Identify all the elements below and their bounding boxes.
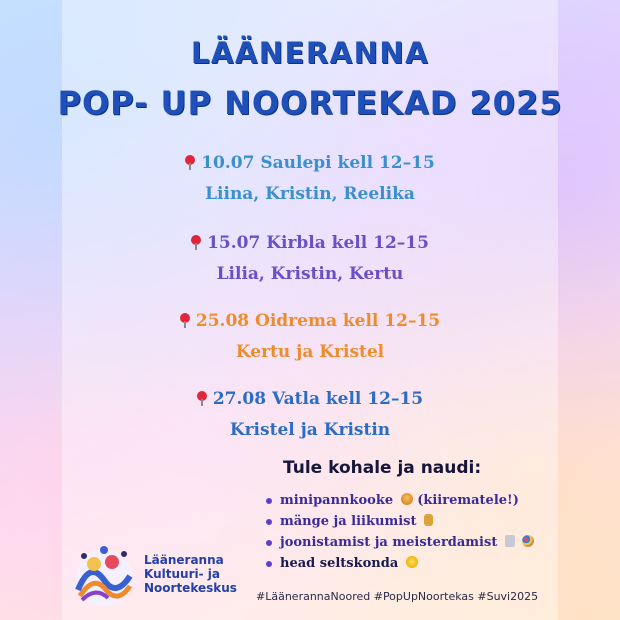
activity-suffix: (kiirematele!) (417, 493, 519, 508)
event-saulepi (0, 152, 620, 205)
event-when: 10.07 Saulepi kell 12–15 (201, 153, 435, 173)
pin-icon (185, 155, 195, 169)
event-hosts: Kristel ja Kristin (229, 420, 391, 440)
logo-text (144, 553, 237, 595)
event-hosts: Liina, Kristin, Reelika (205, 184, 415, 204)
activity-text: minipannkooke (280, 493, 394, 508)
event-oidrema (0, 310, 620, 363)
logo-line1: Läänerannа (144, 553, 224, 567)
activity-text: mänge ja liikumist (280, 514, 417, 529)
palette-icon (522, 535, 534, 547)
activity-list (264, 490, 534, 574)
logo-line3: Noortekeskus (144, 581, 237, 595)
list-item (264, 490, 534, 511)
event-kirbla (0, 232, 620, 285)
scissors-icon (505, 535, 515, 547)
pin-icon (191, 235, 201, 249)
activity-text: head seltskonda (280, 556, 399, 571)
poster-title-line2: POP- UP NOORTEKAD 2025 (57, 84, 563, 122)
event-vatla (0, 388, 620, 441)
pin-icon (197, 391, 207, 405)
running-icon (424, 514, 433, 526)
event-when: 27.08 Vatla kell 12–15 (212, 389, 424, 409)
list-item (264, 532, 534, 553)
event-when: 15.07 Kirbla kell 12–15 (207, 233, 429, 253)
event-hosts: Lilia, Kristin, Kertu (216, 264, 404, 284)
pin-icon (180, 313, 190, 327)
activity-text: joonistamist ja meisterdamist (280, 535, 498, 550)
event-when: 25.08 Oidrema kell 12–15 (195, 311, 441, 331)
event-hosts: Kertu ja Kristel (235, 342, 385, 362)
poster-title-line1: LÄÄNERANNA (190, 36, 430, 70)
call-to-action: Tule kohale ja naudi: (283, 458, 482, 478)
hashtags: #LäänerannaNoored #PopUpNoortekas #Suvi2025 (256, 590, 539, 603)
logo (70, 540, 138, 608)
list-item (264, 511, 534, 532)
logo-line2: Kultuuri- ja (144, 567, 220, 581)
list-item (264, 553, 534, 574)
pancake-icon (401, 493, 413, 505)
star-icon (406, 556, 418, 568)
